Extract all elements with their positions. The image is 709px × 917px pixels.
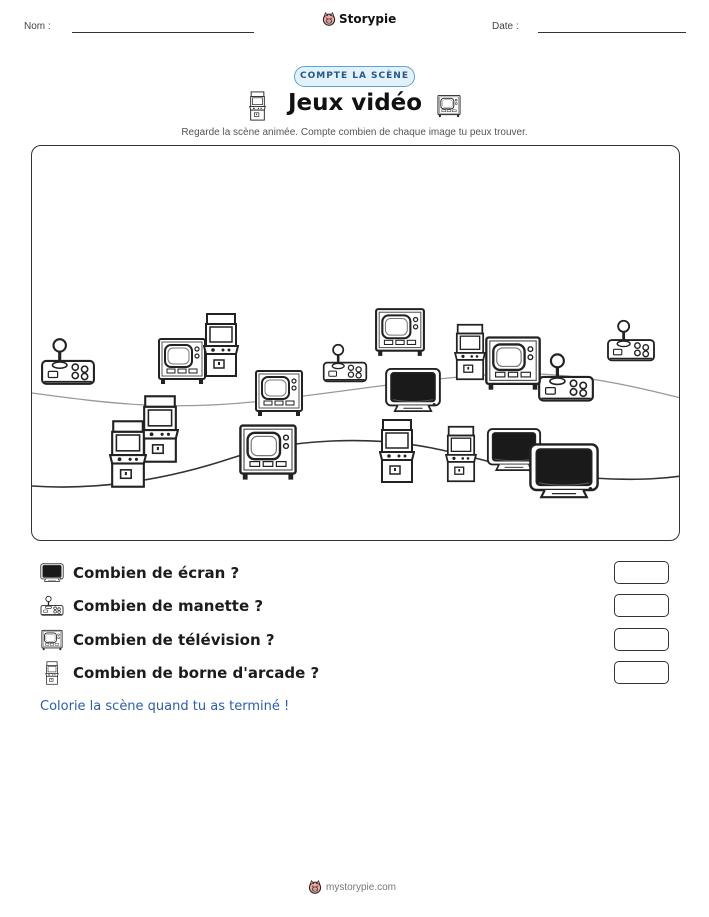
date-label: Date : [492, 21, 519, 32]
screen-illustration [530, 444, 597, 497]
screen-illustration [386, 369, 440, 411]
storypie-logo-icon [322, 12, 336, 26]
joystick-illustration [42, 339, 94, 384]
brand-name: Storypie [339, 12, 397, 26]
arcade-cabinet-illustration [380, 420, 414, 482]
question-row [40, 560, 680, 586]
television-icon [40, 629, 64, 651]
question-label: Combien de borne d'arcade ? [73, 664, 320, 682]
arcade-cabinet-illustration [446, 427, 476, 481]
question-label: Combien de télévision ? [73, 631, 275, 649]
coloring-note: Colorie la scène quand tu as terminé ! [40, 699, 290, 714]
television-illustration [256, 371, 302, 416]
scene-illustration [32, 146, 680, 541]
joystick-illustration [608, 321, 654, 361]
joystick-illustration [539, 354, 593, 400]
question-row [40, 627, 680, 653]
screen-icon [40, 562, 64, 584]
arcade-cabinet-illustration [110, 421, 146, 486]
answer-box-television[interactable] [614, 628, 669, 651]
name-label: Nom : [24, 21, 51, 32]
answer-box-manette[interactable] [614, 594, 669, 617]
joystick-icon [40, 595, 64, 617]
page-title: Jeux vidéo [287, 90, 423, 116]
arcade-cabinet-icon [40, 661, 64, 685]
television-icon [437, 94, 461, 118]
question-row [40, 660, 680, 686]
instructions: Regarde la scène animée. Compte combien de chaque image tu peux trouver. [181, 127, 528, 138]
brand-logo [322, 12, 396, 26]
name-field[interactable] [72, 32, 254, 33]
answer-box-borne-arcade[interactable] [614, 661, 669, 684]
joystick-illustration [324, 345, 367, 382]
arcade-cabinet-illustration [455, 325, 485, 379]
question-row [40, 593, 680, 619]
date-field[interactable] [538, 32, 686, 33]
page-footer [308, 880, 396, 894]
television-illustration [240, 426, 295, 480]
arcade-cabinet-illustration [204, 314, 238, 376]
storypie-logo-icon [308, 880, 322, 894]
question-label: Combien de manette ? [73, 597, 264, 615]
counting-scene [31, 145, 680, 541]
television-illustration [376, 309, 424, 356]
arcade-cabinet-illustration [142, 396, 178, 461]
question-label: Combien de écran ? [73, 564, 240, 582]
activity-badge: COMPTE LA SCÈNE [294, 66, 415, 87]
television-illustration [486, 337, 539, 389]
television-illustration [159, 339, 205, 384]
answer-box-ecran[interactable] [614, 561, 669, 584]
footer-site[interactable]: mystorypie.com [326, 881, 397, 893]
